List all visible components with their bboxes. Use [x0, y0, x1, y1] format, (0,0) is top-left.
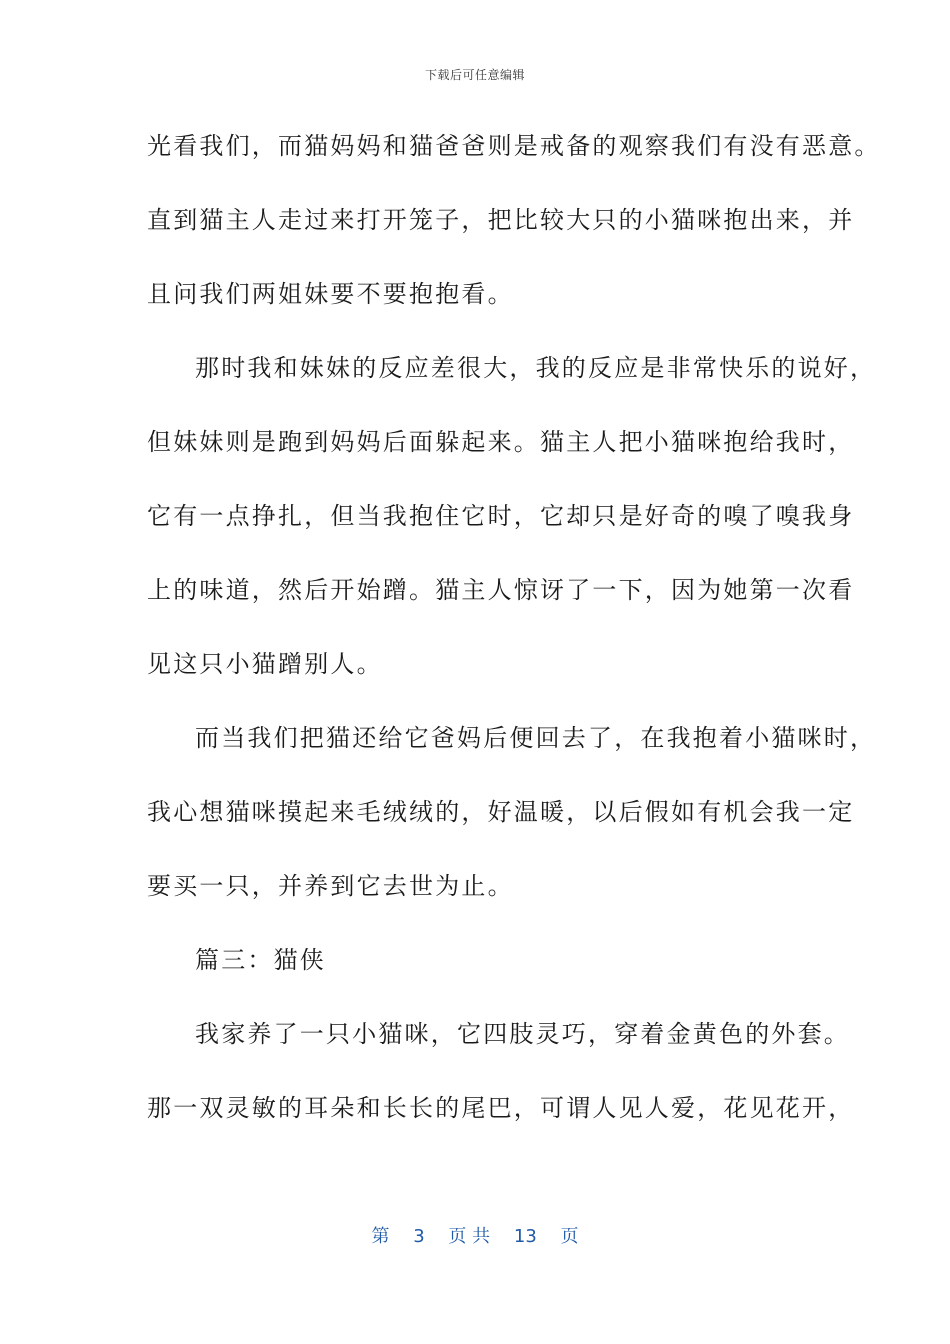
text-line: 直到猫主人走过来打开笼子，把比较大只的小猫咪抱出来，并: [147, 206, 855, 234]
body-text: [147, 122, 881, 1158]
footer-middle: 页 共: [448, 1226, 491, 1247]
page-header: 下载后可任意编辑: [424, 68, 525, 82]
section-heading: 篇三：猫侠: [195, 946, 326, 974]
text-line: 要买一只，并养到它去世为止。: [147, 872, 514, 900]
text-line: 那时我和妹妹的反应差很大，我的反应是非常快乐的说好，: [195, 354, 877, 382]
text-line: 见这只小猫蹭别人。: [147, 650, 383, 678]
text-line: 我家养了一只小猫咪，它四肢灵巧，穿着金黄色的外套。: [195, 1020, 850, 1048]
text-line: 且问我们两姐妹要不要抱抱看。: [147, 280, 514, 308]
text-line: 光看我们，而猫妈妈和猫爸爸则是戒备的观察我们有没有恶意。: [147, 132, 881, 160]
text-line: 我心想猫咪摸起来毛绒绒的，好温暖，以后假如有机会我一定: [147, 798, 855, 826]
text-line: 它有一点挣扎，但当我抱住它时，它却只是好奇的嗅了嗅我身: [147, 502, 855, 530]
total-page-count: 13: [513, 1226, 537, 1247]
text-line: 那一双灵敏的耳朵和长长的尾巴，可谓人见人爱，花见花开，: [147, 1094, 855, 1122]
text-line: 但妹妹则是跑到妈妈后面躲起来。猫主人把小猫咪抱给我时，: [147, 428, 855, 456]
current-page-number: 3: [413, 1226, 425, 1247]
page-footer: [0, 1222, 950, 1248]
footer-prefix: 第: [371, 1226, 390, 1247]
footer-suffix: 页: [560, 1226, 579, 1247]
text-line: 而当我们把猫还给它爸妈后便回去了，在我抱着小猫咪时，: [195, 724, 877, 752]
text-line: 上的味道，然后开始蹭。猫主人惊讶了一下，因为她第一次看: [147, 576, 855, 604]
